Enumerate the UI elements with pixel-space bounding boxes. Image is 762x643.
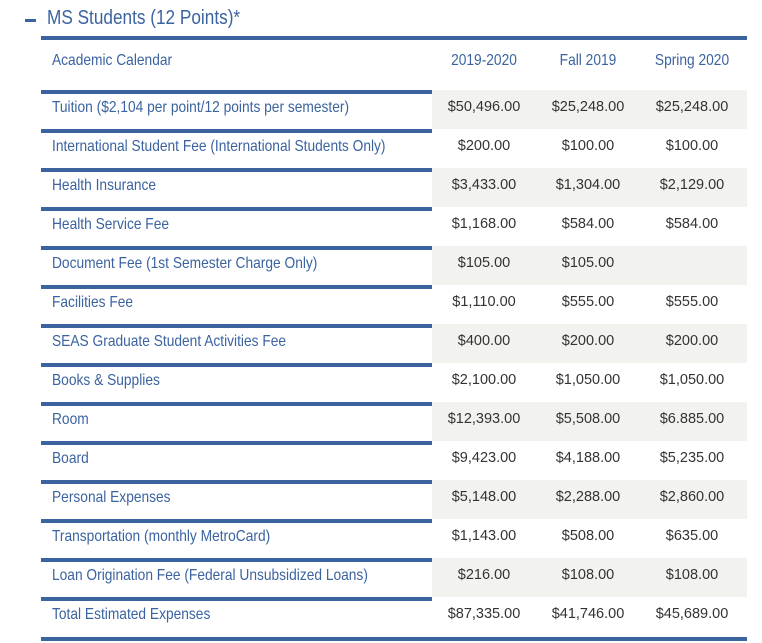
row-values — [432, 285, 747, 324]
value-spring-2020: $584.00 — [665, 216, 719, 232]
row-label-cell — [41, 441, 432, 480]
value-spring-2020: $555.00 — [665, 294, 719, 310]
value-spring-2020: $25,248.00 — [655, 99, 729, 115]
value-fall-2019: $200.00 — [561, 333, 615, 349]
row-label: Total Estimated Expenses — [52, 606, 211, 623]
value-fall-2019: $105.00 — [561, 255, 615, 271]
row-values — [432, 90, 747, 129]
row-label: SEAS Graduate Student Activities Fee — [52, 333, 287, 350]
row-values — [432, 441, 747, 480]
row-label: Board — [52, 450, 89, 467]
row-values — [432, 363, 747, 402]
value-2019-2020: $87,335.00 — [447, 606, 521, 622]
row-label-cell — [41, 402, 432, 441]
row-label-cell — [41, 597, 432, 636]
row-label-cell — [41, 480, 432, 519]
row-label-bar — [41, 441, 432, 445]
row-label: Books & Supplies — [52, 372, 160, 389]
value-fall-2019: $100.00 — [561, 138, 615, 154]
row-label: Transportation (monthly MetroCard) — [52, 528, 271, 545]
row-label-bar — [41, 363, 432, 367]
row-label-bar — [41, 129, 432, 133]
value-spring-2020: $1,050.00 — [659, 372, 725, 388]
table-row-health-service-fee — [41, 207, 747, 246]
value-fall-2019: $508.00 — [561, 528, 615, 544]
row-label-bar — [41, 519, 432, 523]
row-values — [432, 519, 747, 558]
value-2019-2020: $1,143.00 — [451, 528, 517, 544]
table-header-row — [41, 40, 747, 90]
value-2019-2020: $1,168.00 — [451, 216, 517, 232]
value-2019-2020: $12,393.00 — [447, 411, 521, 427]
row-label-bar — [41, 246, 432, 250]
value-fall-2019: $584.00 — [561, 216, 615, 232]
row-label-cell — [41, 246, 432, 285]
value-spring-2020: $2,129.00 — [659, 177, 725, 193]
row-label-cell — [41, 168, 432, 207]
row-label-bar — [41, 168, 432, 172]
value-fall-2019: $1,304.00 — [555, 177, 621, 193]
table-row-total-estimated-expenses — [41, 597, 747, 636]
row-label-bar — [41, 597, 432, 601]
row-label-bar — [41, 402, 432, 406]
row-label: Document Fee (1st Semester Charge Only) — [52, 255, 318, 272]
value-spring-2020: $108.00 — [665, 567, 719, 583]
value-spring-2020: $200.00 — [665, 333, 719, 349]
row-label-cell — [41, 285, 432, 324]
table-row-loan-origination-fee — [41, 558, 747, 597]
row-label-bar — [41, 558, 432, 562]
value-fall-2019: $108.00 — [561, 567, 615, 583]
value-2019-2020: $9,423.00 — [451, 450, 517, 466]
row-label-cell — [41, 558, 432, 597]
value-2019-2020: $200.00 — [457, 138, 511, 154]
row-values — [432, 480, 747, 519]
header-2019-2020: 2019-2020 — [451, 52, 517, 69]
table-row-seas-activities-fee — [41, 324, 747, 363]
table-row-document-fee — [41, 246, 747, 285]
value-spring-2020: $45,689.00 — [655, 606, 729, 622]
row-label: Personal Expenses — [52, 489, 171, 506]
value-2019-2020: $1,110.00 — [452, 294, 516, 310]
row-label-bar — [41, 90, 432, 94]
value-spring-2020: $635.00 — [665, 528, 719, 544]
value-2019-2020: $50,496.00 — [447, 99, 521, 115]
row-values — [432, 168, 747, 207]
value-fall-2019: $25,248.00 — [551, 99, 625, 115]
value-fall-2019: $5,508.00 — [555, 411, 621, 427]
table-row-international-student-fee — [41, 129, 747, 168]
section-title[interactable]: MS Students (12 Points)* — [47, 7, 241, 29]
row-values — [432, 207, 747, 246]
row-values — [432, 246, 747, 285]
value-fall-2019: $4,188.00 — [555, 450, 621, 466]
row-values — [432, 324, 747, 363]
value-2019-2020: $216.00 — [457, 567, 511, 583]
table-row-transportation — [41, 519, 747, 558]
value-fall-2019: $41,746.00 — [551, 606, 625, 622]
collapse-minus-icon[interactable] — [25, 19, 36, 22]
value-2019-2020: $3,433.00 — [451, 177, 517, 193]
table-bottom-rule — [41, 637, 747, 641]
row-label: Loan Origination Fee (Federal Unsubsidized Loans) — [52, 567, 368, 584]
row-label: Room — [52, 411, 89, 428]
header-spring-2020: Spring 2020 — [654, 52, 730, 69]
value-spring-2020: $100.00 — [665, 138, 719, 154]
row-label-cell — [41, 324, 432, 363]
table-row-personal-expenses — [41, 480, 747, 519]
row-label-cell — [41, 363, 432, 402]
row-label: International Student Fee (International Students Only) — [52, 138, 386, 155]
value-fall-2019: $1,050.00 — [555, 372, 621, 388]
row-values — [432, 558, 747, 597]
section-accordion-header[interactable] — [0, 0, 762, 40]
value-2019-2020: $2,100.00 — [451, 372, 517, 388]
header-academic-calendar: Academic Calendar — [52, 52, 173, 69]
table-row-tuition — [41, 90, 747, 129]
value-2019-2020: $400.00 — [457, 333, 511, 349]
row-label-cell — [41, 207, 432, 246]
row-label: Facilities Fee — [52, 294, 134, 311]
row-label-bar — [41, 324, 432, 328]
value-2019-2020: $105.00 — [457, 255, 511, 271]
row-label: Health Service Fee — [52, 216, 170, 233]
value-fall-2019: $555.00 — [561, 294, 615, 310]
row-label-cell — [41, 90, 432, 129]
row-label-cell — [41, 519, 432, 558]
value-spring-2020: $2,860.00 — [659, 489, 725, 505]
table-row-health-insurance — [41, 168, 747, 207]
row-label-bar — [41, 285, 432, 289]
table-row-books-supplies — [41, 363, 747, 402]
table-row-facilities-fee — [41, 285, 747, 324]
row-label: Health Insurance — [52, 177, 157, 194]
row-values — [432, 597, 747, 636]
value-spring-2020: $6.885.00 — [659, 411, 725, 427]
header-fall-2019: Fall 2019 — [559, 52, 617, 69]
row-values — [432, 402, 747, 441]
row-label-cell — [41, 129, 432, 168]
value-fall-2019: $2,288.00 — [555, 489, 621, 505]
row-label-bar — [41, 480, 432, 484]
row-label: Tuition ($2,104 per point/12 points per semester) — [52, 99, 350, 116]
value-2019-2020: $5,148.00 — [451, 489, 517, 505]
table-row-room — [41, 402, 747, 441]
value-spring-2020: $5,235.00 — [659, 450, 725, 466]
row-label-bar — [41, 207, 432, 211]
row-values — [432, 129, 747, 168]
table-row-board — [41, 441, 747, 480]
